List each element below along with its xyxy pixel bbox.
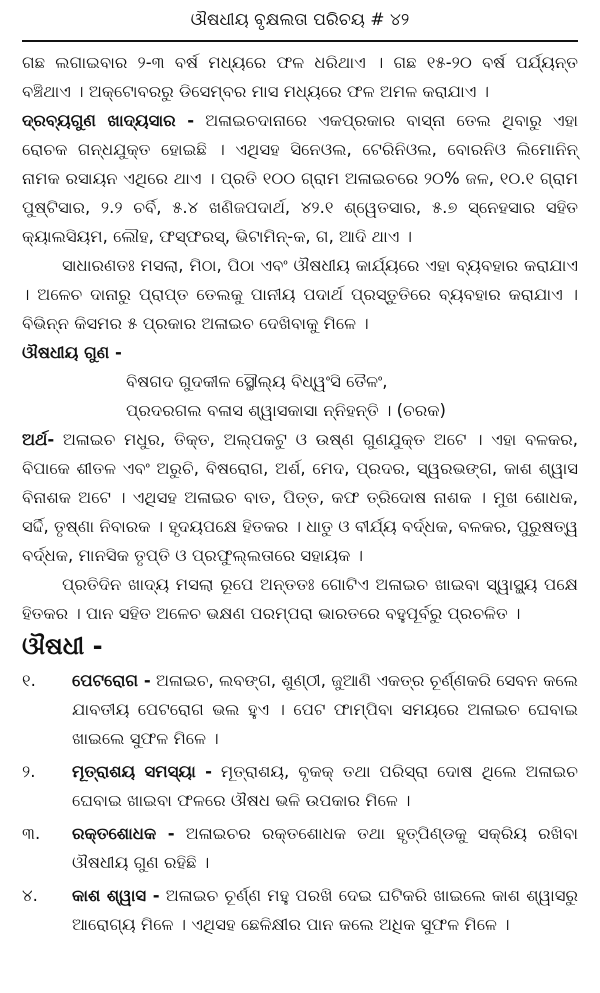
usage-paragraph: ସାଧାରଣତଃ ମସଲା, ମିଠା, ପିଠା ଏବଂ ଔଷଧୀୟ କାର୍ଯ୍ୟରେ ଏହା ବ୍ୟବହାର କରାଯାଏ । ଅଳେଚ ଦାନାରୁ ପ୍ରାପ୍ତ ତେଲକୁ ପାନୀୟ ପଦାର୍ଥ ପ୍ରସ୍ତୁତିରେ ବ୍ୟବହାର କରାଯାଏ । ବିଭିନ୍ନ କିସମର ୫ ପ୍ରକାର ଅଳାଇଚ ଦେଖିବାକୁ ମିଳେ ।: [22, 256, 578, 333]
remedy-term: କାଶ ଶ୍ୱାସ -: [72, 886, 160, 905]
remedy-item: [22, 757, 578, 815]
remedy-text: ଅଳାଇଚ, ଲବଙ୍ଗ, ଶୁଣ୍ଠୀ, ଜୁଆଣି ଏକତ୍ର ଚୂର୍ଣ୍ଣକରି ସେବନ କଲେ ଯାବତୀୟ ପେଟରୋଗ ଭଲ ହୁଏ । ପେଟ ଫାମ୍ପିବା ସମୟରେ ଅଳାଇଚ ଘେବାଇ ଖାଇଲେ ସୁଫଳ ମିଳେ ।: [72, 671, 578, 748]
remedy-term: ରକ୍ତଶୋଧକ -: [72, 824, 175, 843]
remedy-body: [72, 757, 578, 815]
remedy-number: ୨.: [22, 762, 36, 781]
header-rule: [22, 40, 578, 42]
dravyaguna-paragraph: [22, 106, 578, 251]
remedy-number: ୪.: [22, 886, 38, 905]
dravyaguna-text: ଅଳାଇଚଦାନାରେ ଏକପ୍ରକାର ବାସ୍ନା ତେଲ ଥିବାରୁ ଏହା ରୋଚକ ଗନ୍ଧଯୁକ୍ତ ହୋଇଛି । ଏଥିସହ ସିନେଓଲ, ଟେରିନିଓଲ, ବୋରନିଓ ଲିମୋନିନ୍ ନାମକ ରସାୟନ ଏଥିରେ ଥାଏ । ପ୍ରତି ୧୦୦ ଗ୍ରାମ ଅଳାଇଚରେ ୨୦% ଜଳ, ୧୦.୧ ଗ୍ରାମ ପୁଷ୍ଟିସାର, ୨.୨ ଚର୍ବି, ୫.୪ ଖଣିଜପଦାର୍ଥ, ୪୨.୧ ଶ୍ୱେତସାର, ୫.୭ ସ୍ନେହସାର ସହିତ କ୍ୟାଲସିୟମ, ଲୌହ, ଫସ୍‌ଫରସ୍, ଭିଟାମିନ୍-କ, ଗ, ଆଦି ଥାଏ ।: [22, 111, 578, 246]
dravyaguna-heading: ଦ୍ରବ୍ୟଗୁଣ ଖାଦ୍ୟସାର -: [22, 111, 195, 130]
meaning-heading: ଅର୍ଥ-: [22, 430, 55, 449]
remedy-item: [22, 666, 578, 753]
daily-paragraph: ପ୍ରତିଦିନ ଖାଦ୍ୟ ମସଲା ରୂପେ ଅନ୍ତତଃ ଗୋଟିଏ ଅଳାଇଚ ଖାଇବା ସ୍ୱାସ୍ଥ୍ୟ ପକ୍ଷେ ହିତକର । ପାନ ସହିତ ଅଳେଚ ଭକ୍ଷଣ ପରମ୍ପରା ଭାରତରେ ବହୁପୂର୍ବରୁ ପ୍ରଚଳିତ ।: [22, 575, 578, 623]
remedy-number: ୧.: [22, 671, 36, 690]
remedy-text: ଅଳାଇଚର ରକ୍ତଶୋଧକ ତଥା ହୃତ୍‌ପିଣ୍ଡକୁ ସକ୍ରିୟ ରଖିବା ଔଷଧୀୟ ଗୁଣ ରହିଛି ।: [72, 824, 578, 872]
remedy-body: [72, 881, 578, 939]
remedy-term: ପେଟରୋଗ -: [72, 671, 151, 690]
medicinal-heading: ଔଷଧୀୟ ଗୁଣ -: [22, 343, 122, 362]
remedy-text: ଅଳାଇଚ ଚୂର୍ଣ୍ଣ ମହୁ ପରଖି ଦେଇ ଘଟିକରି ଖାଇଲେ କାଶ ଶ୍ୱାସରୁ ଆରୋଗ୍ୟ ମିଳେ । ଏଥିସହ ଛେଳିକ୍ଷୀର ପାନ କଲେ ଅଧିକ ସୁଫଳ ମିଳେ ।: [72, 886, 578, 934]
meaning-paragraph: [22, 425, 578, 570]
remedies-title: ଔଷଧୀ -: [22, 632, 103, 660]
book-page: [22, 0, 578, 943]
remedy-text: ମୂତ୍ରାଶୟ, ବୃକକ୍ ତଥା ପରିସ୍ରା ଦୋଷ ଥିଲେ ଅଳାଇଚ ଘେବାଇ ଖାଇବା ଫଳରେ ଔଷଧ ଭଳି ଉପକାର ମିଳେ ।: [72, 762, 578, 810]
remedy-number: ୩.: [22, 824, 41, 843]
remedy-item: [22, 819, 578, 877]
intro-paragraph: ଗଛ ଲଗାଇବାର ୨-୩ ବର୍ଷ ମଧ୍ୟରେ ଫଳ ଧରିଥାଏ । ଗଛ ୧୫-୨୦ ବର୍ଷ ପର୍ଯ୍ୟନ୍ତ ବଞ୍ଚିଥାଏ । ଅକ୍ଟୋବରରୁ ଡିସେମ୍ବର ମାସ ମଧ୍ୟରେ ଫଳ ଅମଳ କରାଯାଏ ।: [22, 53, 578, 101]
remedy-body: [72, 666, 578, 753]
remedy-body: [72, 819, 578, 877]
meaning-text: ଅଳାଇଚ ମଧୁର, ତିକ୍ତ, ଅଲ୍ପକଟୁ ଓ ଉଷ୍ଣ ଗୁଣଯୁକ୍ତ ଅଟେ । ଏହା ବଳକର, ବିପାକେ ଶୀତଳ ଏବଂ ଅରୁଚି, ବିଷରୋଗ, ଅର୍ଶ, ମେଦ, ପ୍ରଦର, ସ୍ୱରଭଙ୍ଗ, କାଶ ଶ୍ୱାସ ବିନାଶକ ଅଟେ । ଏଥିସହ ଅଳାଇଚ ବାତ, ପିତ୍ତ, କଫ ତ୍ରିଦୋଷ ନାଶକ । ମୁଖ ଶୋଧକ, ସର୍ଦ୍ଦି, ତୃଷ୍ଣା ନିବାରକ । ହୃଦୟପକ୍ଷେ ହିତକର । ଧାତୁ ଓ ବୀର୍ଯ୍ୟ ବର୍ଦ୍ଧକ, ବଳକର, ପୁରୁଷତ୍ୱ ବର୍ଦ୍ଧକ, ମାନସିକ ତୃପ୍ତି ଓ ପ୍ରଫୁଲ୍ଲତାରେ ସହାୟକ ।: [22, 430, 578, 565]
remedy-item: [22, 881, 578, 939]
page-header: ଔଷଧୀୟ ବୃକ୍ଷଲତା ପରିଚୟ # ୪୨: [190, 10, 410, 30]
remedy-term: ମୂତ୍ରାଶୟ ସମସ୍ୟା -: [72, 762, 213, 781]
verse-line-1: ବିଷଗଦ ଗୁଦକୀଳ ସ୍ଥୌଲ୍ୟ ବିଧ୍ୱଂସି ତୈଳଂ,: [126, 372, 388, 391]
verse-line-2: ପ୍ରଦରଗଲ ବଳାସ ଶ୍ୱାସକାସା ନ୍ନିହନ୍ତି । (ଚରକ): [126, 401, 446, 420]
